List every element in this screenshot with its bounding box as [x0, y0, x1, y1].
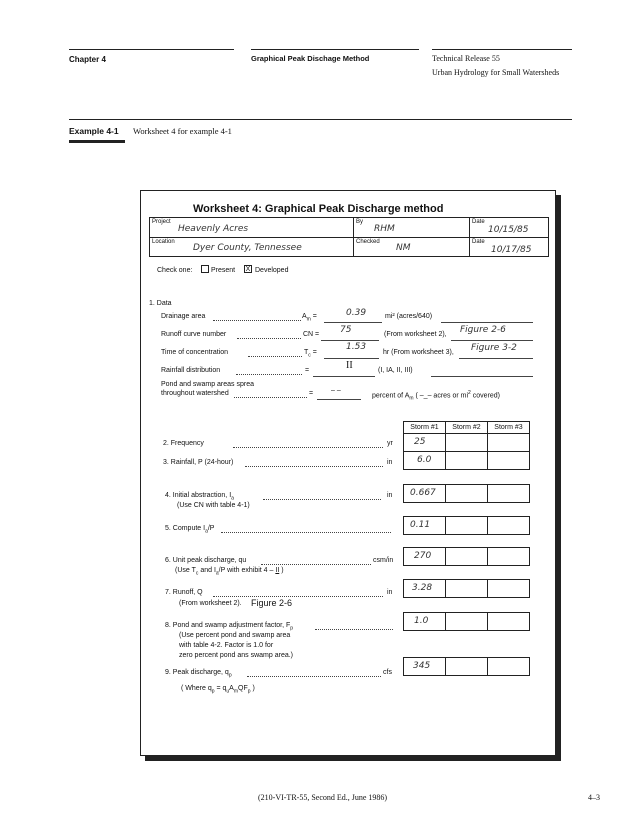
cn-line	[321, 340, 379, 341]
row-peak-discharge-unit: cfs	[383, 669, 392, 676]
row-frequency-cell-2[interactable]	[445, 433, 488, 452]
tc-fig-line	[459, 358, 533, 359]
tc-sym: $T_c$ =	[304, 349, 317, 359]
cn-figure[interactable]: Figure 2-6	[460, 325, 506, 335]
row-abstraction-note: (Use CN with table 4-1)	[177, 502, 250, 509]
row-ia-p-value: 0.11	[410, 520, 431, 530]
date-value-1[interactable]: 10/15/85	[488, 225, 529, 235]
example-label: Example 4-1	[69, 126, 119, 136]
row-pond-factor-leader	[315, 629, 393, 630]
present-label: Present	[211, 267, 236, 274]
tc-line	[324, 358, 379, 359]
row-pond-factor-note-2: with table 4-2. Factor is 1.0 for	[179, 642, 274, 649]
cn-value[interactable]: 75	[340, 325, 352, 335]
rain-value[interactable]: II	[346, 360, 353, 371]
project-value[interactable]: Heavenly Acres	[178, 224, 249, 234]
row-pond-factor-label: 8. Pond and swamp adjustment factor, $F_p$	[165, 622, 294, 632]
footer-citation: (210-VI-TR-55, Second Ed., June 1986)	[258, 793, 388, 802]
tc-label: Time of concentration	[161, 349, 229, 356]
row-rainfall-label: 3. Rainfall, P (24-hour)	[163, 459, 234, 466]
row-abstraction-cell-1[interactable]	[403, 484, 446, 503]
row-peak-discharge-cell-2[interactable]	[445, 657, 488, 676]
row-rainfall-value: 6.0	[417, 455, 432, 465]
storm-2-header: Storm #2	[445, 421, 488, 434]
pond-label-2: throughout watershed	[161, 390, 229, 397]
storm-1-header: Storm #1	[403, 421, 446, 434]
row-rainfall-cell-2[interactable]	[445, 451, 488, 470]
row-pond-factor-cell-1[interactable]	[403, 612, 446, 631]
row-frequency-leader	[233, 447, 383, 448]
drainage-label: Drainage area	[161, 313, 206, 320]
drainage-line	[324, 322, 382, 323]
pond-leader	[234, 397, 307, 398]
section-title: Graphical Peak Dischage Method	[251, 54, 370, 63]
location-label: Location	[152, 239, 175, 245]
info-grid	[149, 217, 549, 257]
row-unit-peak-label: 6. Unit peak discharge, qu	[165, 557, 247, 564]
row-unit-peak-leader	[261, 564, 371, 565]
row-rainfall-unit: in	[387, 459, 393, 466]
row-abstraction-unit: in	[387, 492, 393, 499]
tr-title: Technical Release 55	[432, 54, 500, 63]
checked-value[interactable]: NM	[396, 243, 411, 253]
tc-units: hr (From worksheet 3),	[383, 349, 454, 356]
header-rule-mid	[251, 49, 419, 50]
row-peak-discharge-cell-1[interactable]	[403, 657, 446, 676]
row-frequency-cell-1[interactable]	[403, 433, 446, 452]
pond-value[interactable]: – –	[331, 387, 341, 394]
rain-line	[313, 376, 375, 377]
row-abstraction-cell-2[interactable]	[445, 484, 488, 503]
row-unit-peak-unit: csm/in	[373, 557, 394, 564]
drainage-tail	[441, 322, 533, 323]
row-pond-factor-cell-2[interactable]	[445, 612, 488, 631]
example-caption: Worksheet 4 for example 4-1	[133, 126, 232, 136]
tc-value[interactable]: 1.53	[346, 342, 367, 352]
row-unit-peak-cell-3[interactable]	[487, 547, 530, 566]
tc-leader	[248, 356, 302, 357]
header-rule-left	[69, 49, 234, 50]
rain-units: (I, IA, II, III)	[378, 367, 413, 374]
row-runoff-unit: in	[387, 589, 393, 596]
row-ia-p-cell-1[interactable]	[403, 516, 446, 535]
row-unit-peak-cell-1[interactable]	[403, 547, 446, 566]
developed-checkbox[interactable]	[244, 265, 252, 273]
row-peak-discharge-label: 9. Peak discharge, $q_p$	[165, 669, 232, 679]
row-rainfall-leader	[245, 466, 383, 467]
developed-label: Developed	[255, 267, 289, 274]
row-abstraction-value: 0.667	[410, 488, 436, 498]
row-abstraction-cell-3[interactable]	[487, 484, 530, 503]
date-label-2: Date	[472, 239, 485, 245]
pond-eq: =	[309, 390, 314, 397]
page-number: 4–3	[588, 793, 600, 802]
cn-fig-line	[451, 340, 533, 341]
row-runoff-cell-2[interactable]	[445, 579, 488, 598]
row-abstraction-leader	[263, 499, 381, 500]
row-rainfall-cell-3[interactable]	[487, 451, 530, 470]
row-runoff-figure[interactable]: Figure 2-6	[251, 598, 293, 608]
cn-label: Runoff curve number	[161, 331, 227, 338]
row-peak-discharge-value: 345	[413, 661, 431, 671]
example-underline	[69, 140, 125, 143]
row-peak-discharge-leader	[247, 676, 381, 677]
row-runoff-cell-3[interactable]	[487, 579, 530, 598]
row-frequency-cell-3[interactable]	[487, 433, 530, 452]
rain-leader	[236, 374, 302, 375]
pond-line	[317, 399, 361, 400]
row-runoff-note: (From worksheet 2).	[179, 600, 242, 607]
date-value-2[interactable]: 10/17/85	[491, 245, 532, 255]
row-runoff-label: 7. Runoff, Q	[165, 589, 203, 596]
row-unit-peak-note: (Use $T_c$ and $I_a/P$ with exhibit 4 – II )	[175, 567, 284, 577]
row-unit-peak-value: 270	[414, 551, 432, 561]
worksheet-title: Worksheet 4: Graphical Peak Discharge method	[193, 203, 444, 215]
row-unit-peak-cell-2[interactable]	[445, 547, 488, 566]
pond-units: percent of $A_m$ ( –_– acres or $mi^2$ covered)	[372, 390, 501, 402]
drainage-leader	[213, 320, 301, 321]
row-ia-p-cell-2[interactable]	[445, 516, 488, 535]
storm-3-header: Storm #3	[487, 421, 530, 434]
row-runoff-value: 3.28	[412, 583, 433, 593]
row-frequency-value: 25	[414, 437, 426, 447]
row-rainfall-cell-1[interactable]	[403, 451, 446, 470]
row-ia-p-cell-3[interactable]	[487, 516, 530, 535]
worksheet	[140, 190, 556, 756]
header-rule-right	[432, 49, 572, 50]
row-peak-discharge-cell-3[interactable]	[487, 657, 530, 676]
drainage-units: mi² (acres/640)	[385, 313, 433, 320]
project-label: Project	[152, 219, 171, 225]
row-pond-factor-cell-3[interactable]	[487, 612, 530, 631]
rain-label: Rainfall distribution	[161, 367, 221, 374]
check-one-label: Check one:	[157, 267, 193, 274]
drainage-value[interactable]: 0.39	[346, 308, 367, 318]
by-label: By	[356, 219, 364, 225]
row-pond-factor-value: 1.0	[414, 616, 429, 626]
present-checkbox[interactable]	[201, 265, 209, 273]
cn-from: (From worksheet 2),	[384, 331, 447, 338]
cn-leader	[237, 338, 301, 339]
example-rule	[69, 119, 572, 120]
checked-label: Checked	[356, 239, 380, 245]
data-heading: 1. Data	[149, 300, 172, 307]
by-value[interactable]: RHM	[374, 224, 395, 234]
row-runoff-cell-1[interactable]	[403, 579, 446, 598]
date-label-1: Date	[472, 219, 485, 225]
row-frequency-label: 2. Frequency	[163, 440, 204, 447]
am-label: $A_m$ =	[302, 313, 317, 323]
rain-eq: =	[305, 367, 310, 374]
row-runoff-leader	[213, 596, 383, 597]
location-value[interactable]: Dyer County, Tennessee	[193, 243, 302, 253]
cn-eq: CN =	[303, 331, 320, 338]
row-ia-p-leader	[221, 532, 391, 533]
row-abstraction-label: 4. Initial abstraction, $I_a$	[165, 492, 234, 502]
row-pond-factor-note-3: zero percent pond ans swamp area.)	[179, 652, 294, 659]
developed-check-mark: X	[245, 266, 251, 273]
row-pond-factor-note-1: (Use percent pond and swamp area	[179, 632, 291, 639]
tc-figure[interactable]: Figure 3-2	[471, 343, 517, 353]
chapter-label: Chapter 4	[69, 55, 106, 64]
rain-tail	[431, 376, 533, 377]
row-frequency-unit: yr	[387, 440, 393, 447]
tr-subtitle: Urban Hydrology for Small Watersheds	[432, 68, 560, 77]
row-ia-p-label: 5. Compute $I_a/P$	[165, 525, 215, 535]
pond-label-1: Pond and swamp areas sprea	[161, 381, 254, 388]
row-peak-discharge-note: ( Where $q_p = q_uA_mQF_p$ )	[181, 685, 255, 695]
